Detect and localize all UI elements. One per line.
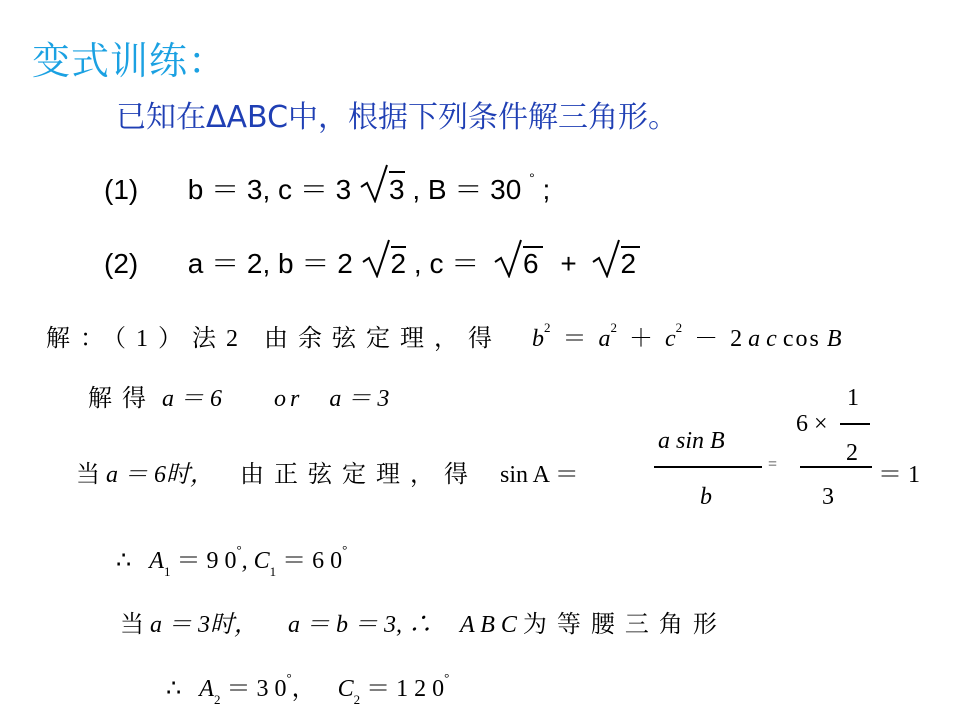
case-1-prefix: 当 [76, 462, 100, 488]
therefore-symbol: ∴ [166, 676, 182, 702]
var-B: B [826, 326, 842, 352]
degree-mark: ° [286, 670, 292, 685]
degree-mark: ° [236, 542, 242, 557]
condition-2-mid: , c ＝ [413, 248, 480, 279]
page-title: 变式训练： [32, 39, 228, 83]
angle-C1-value: ＝ 6 0 [282, 548, 343, 574]
case-1-result: ＝ 1 [878, 462, 920, 488]
angle-A: A [199, 676, 214, 702]
case-2-prefix: 当 [120, 612, 144, 638]
exponent: 2 [675, 320, 683, 335]
radicand: 2 [390, 248, 407, 279]
condition-1-end: ; [542, 174, 551, 205]
subscript: 1 [163, 564, 171, 579]
sqrt-symbol [363, 171, 405, 206]
outer-fraction-bar [800, 466, 872, 468]
angle-A: A [149, 548, 164, 574]
problem-intro: 已知在ΔABC中，根据下列条件解三角形。 [116, 100, 679, 135]
radical-sign-icon [361, 238, 391, 278]
radicand: 2 [621, 246, 641, 280]
angle-A2-value: ＝ 3 0 [226, 676, 287, 702]
sqrt-2-b [595, 246, 641, 280]
condition-1 [104, 168, 550, 208]
condition-1-angle: , B ＝ 30 [412, 174, 522, 205]
angle-A1-value: ＝ 9 0 [176, 548, 237, 574]
therefore-symbol: ∴ [116, 548, 132, 574]
sqrt-2-a [365, 246, 407, 280]
result-prefix: 解得 [88, 386, 156, 412]
condition-1-number: (1) [104, 174, 139, 205]
sinA-label: sin A ＝ [500, 462, 579, 488]
inner-two: 2 [846, 440, 858, 466]
fraction-denominator: b [700, 484, 712, 510]
degree-mark: ° [444, 670, 450, 685]
condition-2-number: (2) [104, 248, 139, 279]
condition-1-text: b ＝ 3, c ＝ 3 [187, 174, 352, 205]
radical-sign-icon [493, 238, 523, 278]
case-1-condition: a ＝ 6时， [106, 462, 214, 488]
exponent: 2 [610, 320, 617, 335]
case-2-relation: a ＝ b ＝ 3, ∴ [288, 612, 432, 638]
case-2-angles [166, 668, 449, 708]
subscript: 2 [353, 692, 361, 707]
subscript: 2 [213, 692, 221, 707]
inner-fraction-bar [840, 423, 870, 425]
minus-sign: － [694, 326, 719, 352]
result-a2: a ＝ 3 [329, 386, 390, 412]
fraction-numerator: a sin B [658, 428, 725, 454]
or-word: or [274, 386, 304, 412]
case-2-line [120, 604, 727, 639]
case-1-angles [116, 540, 347, 580]
equals-sign: ＝ [562, 326, 587, 352]
case-1-line [76, 454, 579, 489]
var-c: c [665, 326, 676, 352]
fraction-bar [654, 466, 762, 468]
inner-denominator: 3 [822, 484, 834, 510]
sine-law-text: 由正弦定理，得 [240, 462, 478, 488]
condition-2 [104, 242, 640, 282]
condition-2-text: a ＝ 2, b ＝ 2 [187, 248, 353, 279]
var-b: b [532, 326, 544, 352]
angle-C2-value: ＝ 1 2 0 [366, 676, 445, 702]
solution-intro: 解：（1）法2 由余弦定理，得 [46, 326, 502, 352]
sqrt-6 [497, 246, 543, 280]
degree-mark: ° [342, 542, 348, 557]
solution-result-line [88, 378, 389, 413]
radicand: 3 [389, 171, 405, 206]
var-ac: a c [748, 326, 777, 352]
exponent: 2 [544, 320, 551, 335]
radicand: 6 [523, 246, 543, 280]
coefficient: 2 [730, 326, 743, 352]
separator: ， [291, 676, 316, 702]
triangle-ABC: A B C [460, 612, 517, 638]
radical-sign-icon [359, 163, 389, 203]
angle-C: C [337, 676, 354, 702]
solution-cosine-line [46, 318, 841, 353]
cos-function: cos [782, 326, 821, 352]
result-a1: a ＝ 6 [162, 386, 222, 412]
degree-mark: ° [529, 170, 535, 186]
subscript: 1 [269, 564, 277, 579]
inner-one: 1 [847, 385, 859, 411]
isosceles-text: 为等腰三角形 [522, 612, 727, 638]
plus-sign: ＋ [629, 326, 653, 352]
inner-six-times: 6 × [796, 411, 828, 437]
var-a: a [598, 326, 611, 352]
case-2-condition: a ＝ 3时， [150, 612, 258, 638]
radical-sign-icon [591, 238, 621, 278]
equals-sign-small: = [768, 456, 778, 473]
plus-sign: + [560, 248, 577, 279]
angle-C: , C [241, 548, 270, 574]
